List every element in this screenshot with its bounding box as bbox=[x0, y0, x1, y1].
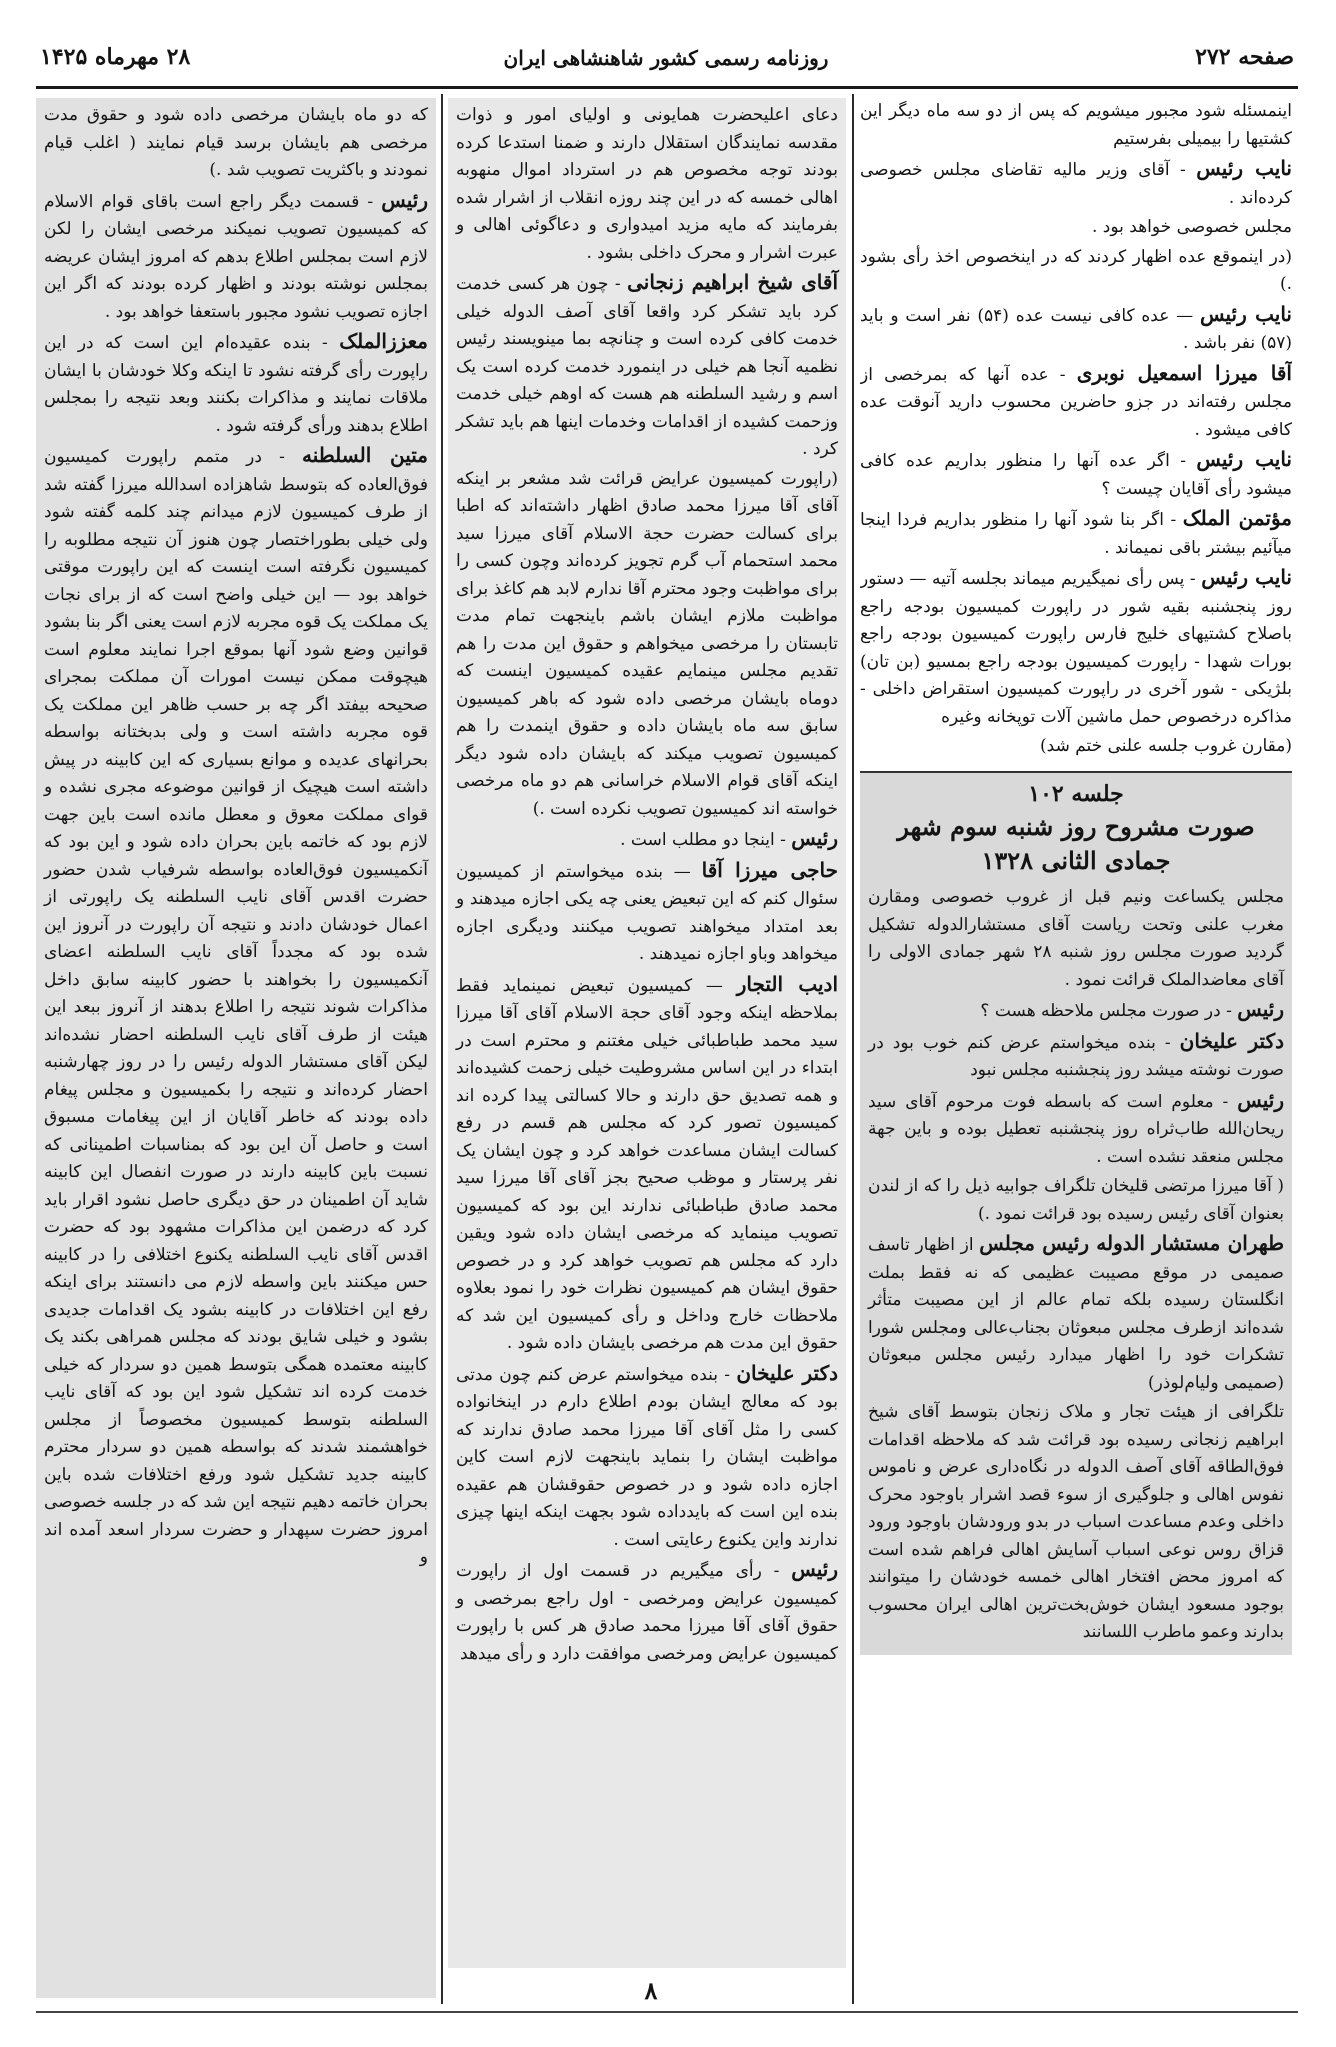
middle-column-paragraphs bbox=[456, 102, 838, 1668]
footer-divider bbox=[36, 2011, 1298, 2013]
paragraph bbox=[860, 564, 1292, 731]
paragraph-text: مجلس خصوصی خواهد بود . bbox=[1091, 217, 1292, 237]
page-header bbox=[36, 36, 1298, 84]
paragraph bbox=[868, 1087, 1284, 1172]
paragraph-text: - اگر عده آنها را منظور بداریم عده کافی میشود رأی آقایان چیست ؟ bbox=[860, 451, 1292, 499]
page-marker: ۸ bbox=[644, 1976, 658, 2005]
speaker-name: ادیب التجار bbox=[736, 971, 839, 996]
speaker-name: رئیس bbox=[1237, 997, 1284, 1021]
paragraph bbox=[456, 1556, 838, 1668]
speaker-name: آقای شیخ ابراهیم زنجانی bbox=[627, 270, 838, 294]
speaker-name: معززالملک bbox=[339, 329, 428, 353]
right-column bbox=[860, 98, 1292, 1998]
paragraph-text: دعای اعلیحضرت همایونی و اولیای امور و ذوات مقدسه نمایندگان استقلال دارند و ضمنا استدعا کرده بودند توجه مخصوص هم در استرداد اموال منهوبه اهالی خمسه که در این چند روزه انقلاب از اشرار شده بفرمایند که مایه مزید امیدواری و دعاگوئی اهالی و عبرت اشرار و محرک داخلی بشود . bbox=[456, 105, 838, 263]
newspaper-title: روزنامه رسمی کشور شاهنشاهی ایران bbox=[503, 46, 829, 70]
paragraph-text: مجلس یکساعت ونیم قبل از غروب خصوصی ومقارن مغرب علنی وتحت ریاست آقای مستشارالدوله تشکیل گردید صورت مجلس روز شنبه ۲۸ شهر جمادی الاولی را آقای معاضدالملک قرائت نمود . bbox=[868, 887, 1284, 990]
paragraph-text: - اگر بنا شود آنها را منظور بداریم فردا اینجا میآئیم بیشتر باقی نمیماند . bbox=[860, 510, 1292, 558]
paragraph bbox=[860, 301, 1292, 358]
paragraph bbox=[456, 857, 838, 969]
speaker-name: نایب رئیس bbox=[1201, 565, 1292, 589]
session-number: جلسه ۱۰۲ bbox=[1028, 780, 1124, 807]
speaker-name: دکتر علیخان bbox=[1179, 1028, 1284, 1053]
paragraph bbox=[868, 884, 1284, 994]
speaker-name: نایب رئیس bbox=[1196, 156, 1292, 180]
paragraph bbox=[868, 1230, 1284, 1397]
speaker-name: متین السلطنه bbox=[301, 443, 428, 467]
speaker-name: حاجی میرزا آقا bbox=[701, 857, 838, 882]
paragraph bbox=[456, 825, 838, 855]
left-column-paragraphs bbox=[44, 102, 428, 1572]
paragraph bbox=[44, 442, 428, 1572]
paragraph-text: — کمیسیون تبعیض نمینماید فقط بملاحظه اینکه وجود آقای حجة الاسلام آقای آقا میرزا سید محمد طباطبائی خیلی مغتنم و محترم است در ابتداء در این اساس مشروطیت خیلی زحمت کشیده‌اند و همه تصدیق حق دارند و حالا کسالتی پیدا کرده اند کمیسیون تصور کرد که مجلس هم قسم در رفع کسالت ایشان مساعدت خواهد کرد و چون ایشان یک نفر پرستار و موظب صحیح بجز آقای آقا میرزا سید محمد صادق طباطبائی ندارند این بود که کمیسیون تصویب مینماید که مرخصی ایشان داده شود ویقین دارد که مجلس هم تصویب خواهد کرد و در خصوص حقوق ایشان هم کمیسیون نظرات خود را نمود بعلاوه ملاحظات خارج وداخل و رأی کمیسیون این شد که حقوق این مدت هم مرخصی بایشان داده شود . bbox=[456, 975, 838, 1353]
paragraph-text: — بنده میخواستم از کمیسیون سئوال کنم که این تبعیض یعنی چه یکی اجازه میدهند و بعد امتداد میخواهند تصویب میکنند ودیگری اجازه میخواهد وباو اجازه نمیدهند . bbox=[456, 861, 838, 964]
paragraph bbox=[860, 733, 1292, 761]
newspaper-page bbox=[36, 36, 1298, 2020]
paragraph-text: - چون هر کسی خدمت کرد باید تشکر کرد واقعا آقای آصف الدوله خیلی خدمت کافی کرده است و چنانچه بما مینویسند رئیس نظمیه آنجا هم خیلی در اینمورد خدمت کرده است یک اسم و رشید السلطنه هم هست که اوهم خیلی خدمت وزحمت کشیده از اقدامات وخدمات اینها هم باید تشکر کرد . bbox=[456, 274, 838, 459]
paragraph-text: که دو ماه بایشان مرخصی داده شود و حقوق مدت مرخصی هم بایشان برسد قیام نمایند ( اغلب قیام نمودند و باکثریت تصویب شد .) bbox=[44, 105, 428, 180]
column-divider-left bbox=[441, 94, 443, 2004]
paragraph-text: - بنده عقیده‌ام این است که در این راپورت رأی گرفته نشود تا اینکه وکلا خودشان با ایشان ملاقات نمایند و مذاکرات بکنند وبعد نتیجه را بمجلس اطلاع بدهند ورأی گرفته شود . bbox=[44, 333, 428, 436]
issue-date: ۲۸ مهرماه ۱۴۲۵ bbox=[40, 44, 191, 70]
paragraph-text: - اینجا دو مطلب است . bbox=[620, 830, 792, 850]
paragraph bbox=[860, 244, 1292, 299]
column-divider-right bbox=[852, 94, 854, 2004]
paragraph-text: (راپورت کمیسیون عرایض قرائت شد مشعر بر اینکه آقای آقا میرزا محمد صادق اظهار داشته‌اند که اطبا برای کسالت حضرت حجة الاسلام آقای میرزا سید محمد استحمام آب گرم تجویز کرده‌اند وچون کسی را برای مواظبت وجود محترم آقا ندارم لابد هم کاغذ برای مواظبت ملازم ایشان باشم باینجهت تمام مدت تابستان را مرخصی میخواهم و حقوق این مدت را هم تقدیم مجلس مینمایم عقیده کمیسیون اینست که دوماه بایشان مرخصی داده شود که باهر کمیسیون سابق سه ماه بایشان داده و حقوق اینمدت را هم کمیسیون تصویب میکند که بایشان داده شود دیگر اینکه آقای قوام الاسلام خراسانی هم دو ماه مرخصی خواسته اند کمیسیون تصویب نکرده است .) bbox=[456, 468, 838, 819]
paragraph-text: - در صورت مجلس ملاحظه هست ؟ bbox=[980, 1001, 1238, 1021]
paragraph bbox=[868, 1399, 1284, 1647]
paragraph bbox=[44, 102, 428, 185]
paragraph-text: از اظهار تاسف صمیمی در موقع مصیبت عظیمی که نه فقط بملت انگلستان رسیده بلکه تمام عالم از این مصیبت متأثر شده‌اند ازطرف مجلس مبعوثان بجناب‌عالی ومجلس شورا تشکرات خود را اظهار میدارد رئیس مجلس مبعوثان (صمیمی ولیام‌لوذر) bbox=[868, 1235, 1284, 1393]
paragraph-text: - قسمت دیگر راجع است باقای قوام الاسلام که کمیسیون تصویب نمیکند مرخصی ایشان را لکن لازم است بمجلس اطلاع بدهم که امروز ایشان عریضه بمجلس نوشته بودند و اظهار کرده بودند که اگر این اجازه تصویب نشود مجبور باستعفا خواهد بود . bbox=[44, 191, 428, 322]
right-column-paragraphs bbox=[860, 98, 1292, 761]
paragraph bbox=[456, 269, 838, 464]
session-title: صورت مشروح روز شنبه سوم شهر جمادی الثانی ۱۳۲۸ bbox=[897, 812, 1255, 875]
paragraph-text: تلگرافی از هیئت تجار و ملاک زنجان بتوسط آقای شیخ ابراهیم زنجانی رسیده بود قرائت شد که ملاحظه اقدامات فوق‌الطاقه آقای آصف الدوله در نگاه‌داری عرض و ناموس نفوس اهالی و جلوگیری از سوء قصد اشرار باوجود محرک داخلی وعدم مساعدت اسباب در بدو ورودشان باوجود ورود قزاق روس نوعی اسباب آسایش اهالی فراهم شده است که امروز محض افتخار اهالی خمسه خودشان را میتوانند بوجود مسعود ایشان خوش‌بخت‌ترین اهالی ایران محسوب بدارند وعمو ماطرب اللسانند bbox=[868, 1402, 1284, 1642]
paragraph-text: (مقارن غروب جلسه علنی ختم شد) bbox=[1040, 736, 1292, 756]
paragraph bbox=[860, 360, 1292, 445]
paragraph bbox=[456, 102, 838, 267]
session-paragraphs bbox=[868, 884, 1284, 1647]
speaker-name: مؤتمن الملک bbox=[1182, 506, 1292, 530]
middle-column bbox=[448, 98, 846, 1968]
paragraph bbox=[860, 214, 1292, 242]
paragraph bbox=[44, 187, 428, 327]
paragraph bbox=[44, 328, 428, 440]
paragraph bbox=[868, 1173, 1284, 1228]
speaker-name: نایب رئیس bbox=[1196, 447, 1292, 471]
paragraph-text: - رأی میگیریم در قسمت اول از راپورت کمیسیون عرایض ومرخصی - اول راجع بمرخصی و حقوق آقای آقا میرزا محمد صادق هر کس با راپورت کمیسیون عرایض ومرخصی موافقت دارد و رأی میدهد bbox=[456, 1561, 838, 1664]
paragraph-text: اینمسئله شود مجبور میشویم که پس از دو سه ماه دیگر این کشتیها را بیمیلی بفرستیم bbox=[860, 101, 1292, 149]
paragraph bbox=[456, 1360, 838, 1555]
page-number: صفحه ۲۷۲ bbox=[1195, 44, 1294, 70]
paragraph-text: - بنده میخواستم عرض کنم چون مدتی بود که معالج ایشان بودم اطلاع دارم در اینخانواده کسی را مثل آقای آقا میرزا محمد صادق ندارند که مواظبت ایشان را بنماید باینجهت لازم است کاین اجازه داده شود و در خصوص حقوقشان هم عقیده بنده این است که بایدداده شود بجهت اینکه اینها چیزی ندارند واین یکنوع رعایتی است . bbox=[456, 1364, 838, 1550]
paragraph-text: - عده آنها که بمرخصی از مجلس رفته‌اند در جزو حاضرین محسوب دارید آنوقت عده کافی میشود . bbox=[860, 364, 1292, 440]
paragraph bbox=[456, 971, 838, 1358]
paragraph-text: - در متمم راپورت کمیسیون فوق‌العاده که بتوسط شاهزاده اسدالله میرزا گفته شد از طرف کمیسیون لازم میدانم چند کلمه گفته شود ولی خیلی بطوراختصار چون هنوز آن نتیجه مطلوبه را کمیسیون نگرفته است اینست که این راپورت موقتی خواهد بود — این خیلی واضح است که از برای نجات یک مملکت یک قوه مجربه لازم است یعنی اگر بنا بشود قوانین وضع شود آنها بموقع اجرا نمایند معلوم است هیچوقت ممکن نیست امورات آن مملکت بمجرای صحیحه بیفتد اگر چه بر حسب ظاهر این مملکت یک قوه مجربه داشته است و ولی بدبختانه بواسطه بحرانهای عدیده و موانع بسیاری که این کابینه در پیش داشته است هیچیک از قوانین موضوعه مجری نشده و قوای مملکت معوق و معطل مانده است باین جهت لازم بود که خاتمه باین بحران داده شود و این بود که آنکمیسیون فوق‌العاده بواسطه شرفیاب شدن حضور حضرت اقدس آقای نایب السلطنه یک راپورتی از اعمال خودشان دادند و نتیجه آن راپورت در آنروز این شده بود که مجدداً آقای نایب السلطنه اعضای آنکمیسیون را بخواهند با حضور کابینه سابق داخل مذاکرات شوند نتیجه را اطلاع بدهند از آنروز ببعد این هیئت از طرف آقای نایب السلطنه احضار نشده‌اند لیکن آقای مستشار الدوله رئیس را در روز چهارشنبه احضار کرده‌اند و نتیجه را بکمیسیون و مجلس پیغام داده بودند که خاطر آقایان از این پیغامات مسبوق است و حاصل آن این بود که بمناسبات اطمینانی که نسبت باین کابینه دارند در صورت انفصال این کابینه شاید آن اطمینان در حق دیگری حاصل نشود اقرار باید کرد که درضمن این مذاکرات مشهود بود که حضرت اقدس آقای نایب السلطنه یکنوع اختلافی را در کابینه حس میکنند باین واسطه لازم می دانستند برای اینکه رفع این اختلافات در کابینه بشود یک اقدامات جدیدی بشود و خیلی شایق بودند که مجلس همراهی بکند یک کابینه معتمده همگی بتوسط همین دو سردار که خیلی خدمت کرده اند تشکیل شود این بود که آقای نایب السلطنه بتوسط کمیسیون مخصوصاً از مجلس خواهشمند شدند که بواسطه همین دو سردار محترم کابینه جدید تشکیل شود ورفع اختلافات شده باین بحران خاتمه دهیم نتیجه این شد که در جلسه خصوصی امروز حضرت سپهدار و حضرت سردار اسعد آمده اند و bbox=[44, 447, 428, 1567]
speaker-name: رئیس bbox=[791, 826, 838, 850]
speaker-name: نایب رئیس bbox=[1200, 301, 1292, 326]
header-divider bbox=[36, 86, 1298, 89]
paragraph-text: - بنده میخواستم عرض کنم خوب بود در صورت نوشته میشد روز پنجشنبه مجلس نبود bbox=[868, 1032, 1284, 1080]
speaker-name: رئیس bbox=[791, 1557, 838, 1581]
paragraph-text: ( آقا میرزا مرتضی قلیخان تلگراف جوابیه ذیل را که از لندن بعنوان آقای رئیس رسیده بود قرائت نمود .) bbox=[868, 1176, 1284, 1224]
paragraph-text: - پس رأی نمیگیریم میماند بجلسه آتیه — دستور روز پنجشنبه بقیه شور در راپورت کمیسیون بودجه راجع باصلاح کشتیهای خلیج فارس راپورت کمیسیون بودجه راجع بورات شهدا - راپورت کمیسیون بودجه راجع بمسیو (بن تان) بلژیکی - شور آخری در راپورت کمیسیون استقراض داخلی - مذاکره درخصوص حمل ماشین آلات توپخانه وغیره bbox=[860, 569, 1292, 727]
left-column bbox=[36, 98, 436, 1998]
speaker-name: رئیس bbox=[381, 187, 428, 212]
paragraph bbox=[868, 996, 1284, 1026]
paragraph bbox=[860, 505, 1292, 562]
paragraph-text: — عده کافی نیست عده (۵۴) نفر است و باید (۵۷) نفر باشد . bbox=[860, 305, 1292, 353]
paragraph-text: - آقای وزیر مالیه تقاضای مجلس خصوصی کرده‌اند . bbox=[860, 160, 1292, 208]
paragraph-text: (در اینموقع عده اظهار کردند که در اینخصوص اخذ رأی بشود .) bbox=[860, 246, 1292, 294]
paragraph-text: - معلوم است که باسطه فوت مرحوم آقای سید ریحان‌الله طاب‌ثراه روز پنجشنبه تعطیل بوده و باین جهة مجلس منعقد نشده است . bbox=[868, 1091, 1284, 1167]
paragraph bbox=[860, 98, 1292, 153]
paragraph bbox=[456, 466, 838, 824]
speaker-name: دکتر علیخان bbox=[736, 1360, 838, 1385]
speaker-name: رئیس bbox=[1237, 1087, 1284, 1112]
paragraph bbox=[868, 1028, 1284, 1085]
speaker-name: طهران مستشار الدوله رئیس مجلس bbox=[979, 1231, 1284, 1255]
speaker-name: آقا میرزا اسمعیل نوبری bbox=[1076, 360, 1292, 385]
paragraph bbox=[860, 446, 1292, 503]
paragraph bbox=[860, 155, 1292, 212]
session-102-box bbox=[860, 771, 1292, 1655]
